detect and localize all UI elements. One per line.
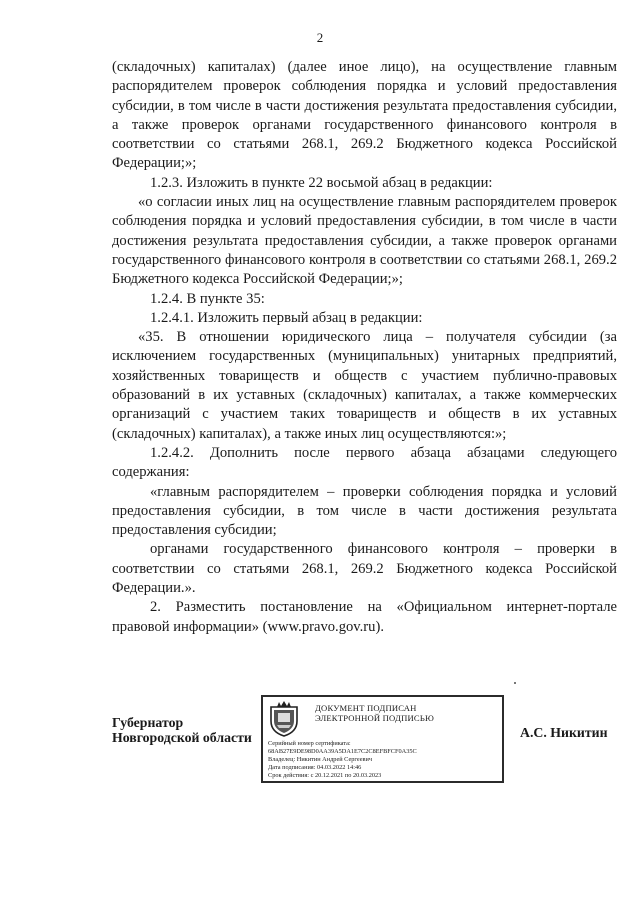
paragraph: 1.2.4.1. Изложить первый абзац в редакции:: [150, 309, 423, 326]
position-line: Губернатор: [112, 715, 184, 730]
certificate-details: [268, 740, 417, 780]
position-line: Новгородской области: [112, 730, 252, 745]
signatory-position: [112, 715, 252, 745]
cert-signed-date: Дата подписания: 04.03.2022 14:46: [268, 764, 362, 772]
paragraph: «главным распорядителем – проверки соблюдения порядка и условий предоставления субсидии, в том числе в части достижения результата предоставления субсидии;: [112, 483, 617, 539]
cert-label: Серийный номер сертификата:: [268, 740, 351, 747]
paragraph: 1.2.4. В пункте 35:: [150, 290, 265, 307]
scan-dot: [514, 682, 516, 684]
paragraph: 2. Разместить постановление на «Официальном интернет-портале правовой информации» (www.pravo.gov.ru).: [112, 599, 617, 635]
page-number: 2: [316, 30, 324, 45]
paragraph: (складочных) капиталах) (далее иное лицо), на осуществление главным распорядителем проверок соблюдения порядка и условий предоставления субсидии, в том числе в части достижения результата предоставления субсидии, а также проверок органами государственного финансового контроля в соответствии со статьями 268.1, 269.2 Бюджетного кодекса Российской Федерации;»;: [112, 59, 617, 172]
signer-name: А.С. Никитин: [520, 725, 608, 740]
paragraph: 1.2.4.2. Дополнить после первого абзаца абзацами следующего содержания:: [112, 444, 617, 481]
cert-owner: Владелец: Никитин Андрей Сергеевич: [268, 756, 373, 764]
stamp-title: [315, 703, 434, 723]
paragraph: органами государственного финансового контроля – проверки в соответствии со статьями 268.1, 269.2 Бюджетного кодекса Российской Федерации.».: [112, 541, 617, 597]
paragraph: «35. В отношении юридического лица – получателя субсидии (за исключением государственных (муниципальных) унитарных предприятий, хозяйственных товариществ и обществ с участием публично-правовых образований в их уставных (складочных) капиталах, а также коммерческих организаций с участием таких товариществ и обществ в их уставных (складочных) капиталах), а также иных лиц осуществляются:»;: [112, 329, 617, 442]
paragraph: «о согласии иных лиц на осуществление главным распорядителем проверок соблюдения порядка и условий предоставления субсидии, в том числе в части достижения результата предоставления субсидии, а также проверок органами государственного финансового контроля в соответствии со статьями 268.1, 269.2 Бюджетного кодекса Российской Федерации;»;: [112, 194, 617, 288]
document-body: [112, 58, 617, 637]
coat-of-arms-icon: [267, 701, 301, 737]
cert-validity: Срок действия: с 20.12.2021 по 20.03.2023: [268, 772, 382, 780]
signature-block: [112, 695, 622, 795]
cert-serial: 68AB27E9DE98D0AA39A5DA1E7C2C8EFBFCF0A35C: [268, 748, 417, 756]
stamp-title-line: ДОКУМЕНТ ПОДПИСАН: [315, 703, 417, 713]
stamp-title-line: ЭЛЕКТРОННОЙ ПОДПИСЬЮ: [315, 713, 435, 723]
electronic-signature-stamp: [261, 695, 504, 783]
paragraph: 1.2.3. Изложить в пункте 22 восьмой абзац в редакции:: [150, 174, 493, 191]
